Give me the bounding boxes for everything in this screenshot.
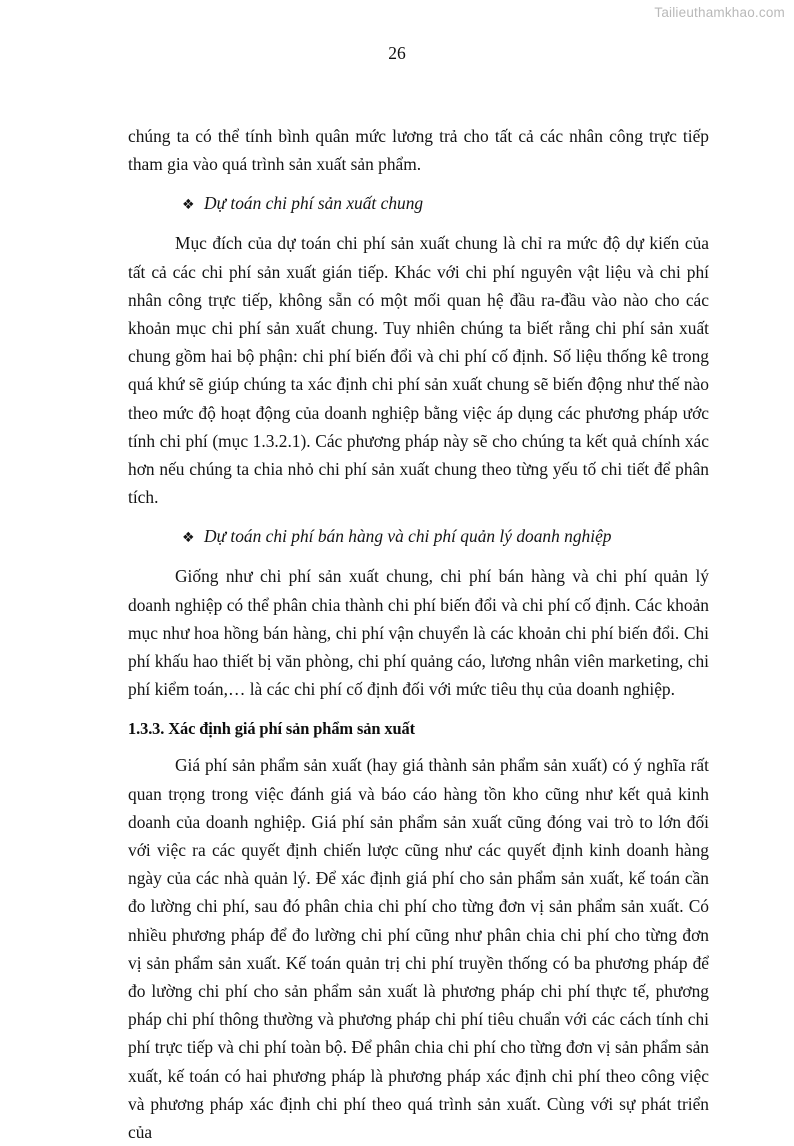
diamond-bullet-icon: ❖: [182, 197, 195, 214]
bullet-label: Dự toán chi phí sản xuất chung: [204, 193, 424, 214]
bullet-item-production-overhead: [128, 189, 709, 219]
page-body: [128, 122, 709, 1146]
paragraph-product-costing: Giá phí sản phẩm sản xuất (hay giá thành sản phẩm sản xuất) có ý nghĩa rất quan trọng trong việc đánh giá và báo cáo hàng tồn kho cũng như kết quả kinh doanh của doanh nghiệp. Giá phí sản phẩm sản xuất cũng đóng vai trò to lớn đối với việc ra các quyết định chiến lược cũng như các quyết định kinh doanh hàng ngày của các nhà quản lý. Để xác định giá phí cho sản phẩm sản xuất, kế toán cần đo lường chi phí, sau đó phân chia chi phí cho từng đơn vị sản phẩm sản xuất. Có nhiều phương pháp để đo lường chi phí cũng như phân chia chi phí cho từng đơn vị sản phẩm sản xuất. Kế toán quản trị chi phí truyền thống có ba phương pháp để đo lường chi phí cho sản phẩm sản xuất là phương pháp chi phí thực tế, phương pháp chi phí thông thường và phương pháp chi phí tiêu chuẩn với các cách tính chi phí trực tiếp và chi phí toàn bộ. Để phân chia chi phí cho từng đơn vị sản phẩm sản xuất, kế toán có hai phương pháp là phương pháp xác định chi phí theo công việc và phương pháp xác định chi phí theo quá trình sản xuất. Cùng với sự phát triển của: [128, 755, 709, 1143]
page-number: 26: [388, 43, 406, 63]
paragraph-production-overhead: Mục đích của dự toán chi phí sản xuất chung là chỉ ra mức độ dự kiến của tất cả các chi phí sản xuất gián tiếp. Khác với chi phí nguyên vật liệu và chi phí nhân công trực tiếp, không sẵn có một mối quan hệ đầu ra-đầu vào nào cho các khoản mục chi phí sản xuất chung. Tuy nhiên chúng ta biết rằng chi phí sản xuất chung gồm hai bộ phận: chi phí biến đổi và chi phí cố định. Số liệu thống kê trong quá khứ sẽ giúp chúng ta xác định chi phí sản xuất chung sẽ biến động như thế nào theo mức độ hoạt động của doanh nghiệp bằng việc áp dụng các phương pháp ước tính chi phí (mục 1.3.2.1). Các phương pháp này sẽ cho chúng ta kết quả chính xác hơn nếu chúng ta chia nhỏ chi phí sản xuất chung theo từng yếu tố chi tiết để phân tích.: [128, 233, 709, 508]
diamond-bullet-icon: ❖: [182, 530, 195, 547]
watermark-text: Tailieuthamkhao.com: [654, 5, 785, 20]
bullet-label: Dự toán chi phí bán hàng và chi phí quản lý doanh nghiệp: [204, 526, 612, 547]
paragraph-intro: chúng ta có thể tính bình quân mức lương trả cho tất cả các nhân công trực tiếp tham gia vào quá trình sản xuất sản phẩm.: [128, 126, 709, 175]
paragraph-selling-admin: Giống như chi phí sản xuất chung, chi phí bán hàng và chi phí quản lý doanh nghiệp có thể phân chia thành chi phí biến đổi và chi phí cố định. Các khoản mục như hoa hồng bán hàng, chi phí vận chuyển là các khoản chi phí biến đổi. Chi phí khấu hao thiết bị văn phòng, chi phí quảng cáo, lương nhân viên marketing, chi phí kiểm toán,… là các chi phí cố định đối với mức tiêu thụ của doanh nghiệp.: [128, 566, 709, 700]
section-heading-1-3-3: 1.3.3. Xác định giá phí sản phẩm sản xuất: [128, 719, 415, 739]
bullet-item-selling-admin: [128, 522, 709, 552]
